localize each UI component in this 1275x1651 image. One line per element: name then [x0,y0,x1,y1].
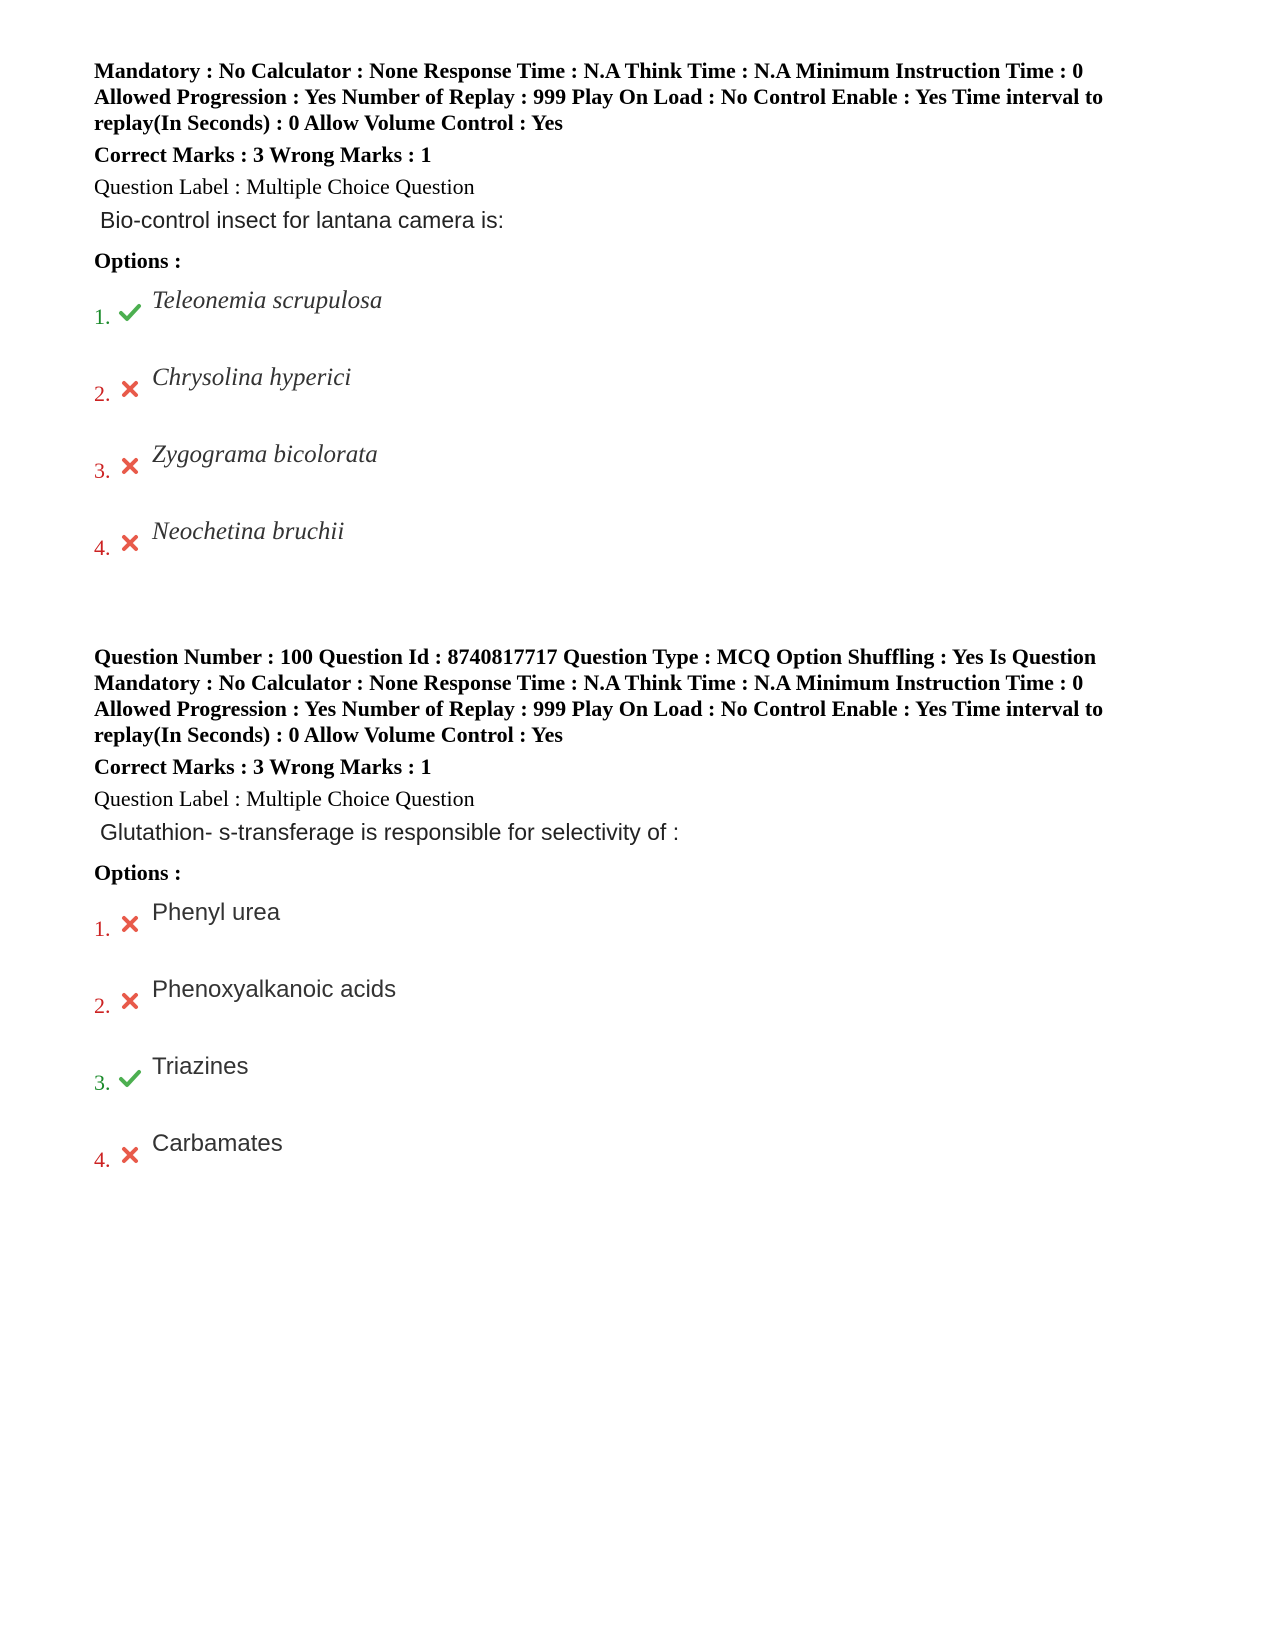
option-number: 3. [94,458,111,483]
options-title: Options : [94,248,182,273]
question-block-2 [94,644,1194,1206]
option-text: Phenoxyalkanoic acids [152,976,397,1003]
cross-icon [118,1143,142,1167]
option-item [94,440,1194,517]
check-icon [118,1066,142,1090]
option-item [94,1129,1194,1206]
cross-icon [118,989,142,1013]
option-text: Chrysolina hyperici [152,364,352,391]
option-number: 3. [94,1070,111,1095]
meta-line: Mandatory : No Calculator : None Response Time : N.A Think Time : N.A Minimum Instruction Time : 0 [94,670,1084,695]
option-number: 1. [94,304,111,329]
option-text: Zygograma bicolorata [152,441,378,468]
question-text: Glutathion- s-transferage is responsible for selectivity of : [100,819,680,845]
block-spacer [94,594,1194,644]
option-text: Carbamates [152,1130,283,1157]
option-item [94,1052,1194,1129]
question-text: Bio-control insect for lantana camera is: [100,207,504,233]
option-text: Neochetina bruchii [152,518,345,545]
check-icon [118,300,142,324]
meta-line: replay(In Seconds) : 0 Allow Volume Control : Yes [94,110,563,135]
question-meta [94,644,1194,748]
cross-icon [118,454,142,478]
option-item [94,517,1194,594]
option-number: 2. [94,381,111,406]
meta-line: Allowed Progression : Yes Number of Replay : 999 Play On Load : No Control Enable : Yes Time interval to [94,696,1104,721]
option-number: 1. [94,916,111,941]
cross-icon [118,531,142,555]
question-block-1 [94,58,1194,594]
question-label: Question Label : Multiple Choice Question [94,174,475,199]
question-label: Question Label : Multiple Choice Question [94,786,475,811]
meta-line: Question Number : 100 Question Id : 8740817717 Question Type : MCQ Option Shuffling : Yes Is Question [94,644,1097,669]
option-item [94,363,1194,440]
cross-icon [118,377,142,401]
option-number: 4. [94,1147,111,1172]
meta-line: Allowed Progression : Yes Number of Replay : 999 Play On Load : No Control Enable : Yes Time interval to [94,84,1104,109]
option-item [94,286,1194,363]
option-number: 2. [94,993,111,1018]
option-text: Phenyl urea [152,899,281,926]
option-item [94,898,1194,975]
question-meta [94,58,1194,136]
option-text: Teleonemia scrupulosa [152,287,383,314]
option-text: Triazines [152,1053,249,1080]
question-paper [94,58,1194,1206]
marks-line: Correct Marks : 3 Wrong Marks : 1 [94,754,432,779]
cross-icon [118,912,142,936]
marks-line: Correct Marks : 3 Wrong Marks : 1 [94,142,432,167]
meta-line: replay(In Seconds) : 0 Allow Volume Control : Yes [94,722,563,747]
meta-line: Mandatory : No Calculator : None Response Time : N.A Think Time : N.A Minimum Instruction Time : 0 [94,58,1084,83]
option-item [94,975,1194,1052]
options-title: Options : [94,860,182,885]
option-number: 4. [94,535,111,560]
